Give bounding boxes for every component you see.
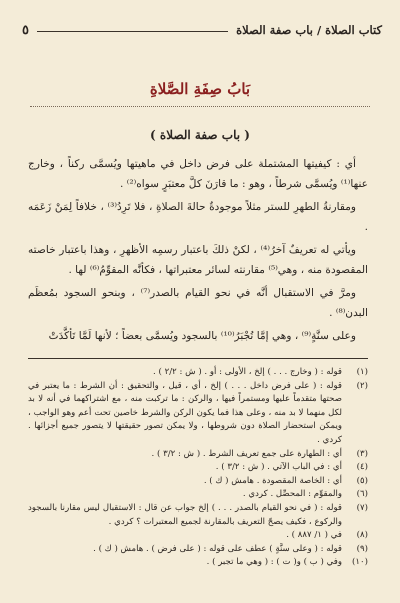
- section-subtitle: ( باب صفة الصلاة ): [150, 128, 250, 142]
- footnote-number: (٢): [356, 380, 368, 391]
- footnote-number: (٨): [356, 530, 368, 541]
- footnote: [28, 461, 368, 475]
- footnote-text: قوله : ( على فرض داخل . . . ) إلخ ، أي ، قيل ، والتحقيق : أن الشرط : ما يعتبر في صحتها متقدماً عليها ومستمراً فيها ، والركن : ما تركبت منه ، مع اشتراكهما في أنه لا بد لكل منهما لا بد منه ، وعلى هذا فما يكون الركن والشرط خاصين تحت أعم وهو الواجب ، ويمكن استحضار الصلاة دون شروطها ، ولا يمكن تصور حقيقتها لا يتصور جميع أجزائها . كردي .: [28, 380, 342, 445]
- footnote: [28, 448, 368, 462]
- footnote: [28, 556, 368, 570]
- footnote-text: قوله : ( وعلى سنَّةٍ ) عطف على قوله : ( على فرض ) . هامش ( ك ) .: [93, 543, 342, 554]
- footnote-number: (٤): [356, 462, 368, 473]
- body-paragraph: ويأتي له تعريفٌ آخرُ⁽⁴⁾ ، لكنْ ذلكَ باعتبار رسمِه الأظهرِ ، وهذا باعتبار خاصته المقصودة منه ، وهي⁽⁵⁾ مقارنته لسائر معتبراتها ، فكأنَّه المقوِّمُ⁽⁶⁾ لها .: [28, 244, 368, 276]
- footnote-number: (٣): [356, 448, 368, 459]
- main-text: [28, 155, 368, 351]
- footnote-text: أي : الطهارة على جمع تعريف الشرط . ( ش : ٣/٢ ) .: [151, 448, 342, 459]
- footnote-text: وفي ( ب ) و( ت ) : ( وهي ما تجبر ) .: [206, 557, 342, 568]
- body-paragraph: ومقارنةُ الطهرِ للستر مثلاً موجودةٌ حالةَ الصلاةِ ، فلا تَرِدُ⁽³⁾ ، خلافاً لِمَنْ زَعَمَه .: [28, 201, 368, 233]
- footnote: [28, 529, 368, 543]
- footnote: [28, 502, 368, 529]
- footnote: [28, 366, 368, 380]
- running-head: [22, 20, 382, 40]
- footnote-text: أي : في الباب الآتي . ( ش : ٣/٢ ) .: [215, 462, 342, 473]
- body-paragraph: وعلى سنَّةٍ⁽⁹⁾ ، وهي إمَّا تُجْبَرُ⁽¹⁰⁾ بالسجود ويُسمَّى بعضاً ؛ لأنها لَمَّا تَأكَّدَتْ: [48, 330, 356, 342]
- footnote-divider: [28, 358, 368, 359]
- footnote-number: (٩): [356, 543, 368, 554]
- footnote-text: قوله : ( في نحو القيام بالصدر . . . ) إلخ جواب عن قال : الاستقبال ليس مقارنا بالسجود والركوع ، فكيف يصحّ التعريف بالمقارنة لجميع المعتبرات ؟ كردي .: [28, 502, 342, 527]
- footnotes: [28, 366, 368, 570]
- chapter-title: بَابُ صِفَةِ الصَّلاةِ: [149, 80, 251, 98]
- title-divider: [30, 106, 370, 107]
- footnote-number: (٦): [356, 489, 368, 500]
- footnote-text: أي : الخاصة المقصودة . هامش ( ك ) .: [203, 475, 342, 486]
- body-paragraph: أي : كيفيتها المشتملة على فرض داخل في ماهيتها ويُسمَّى ركناً ، وخارج عنها⁽¹⁾ ويُسمَّى شرطاً ، وهو : ما قارَنَ كلَّ معتبَرٍ سواه⁽²⁾ .: [28, 158, 368, 190]
- running-head-title: كتاب الصلاة / باب صفة الصلاة: [236, 23, 382, 37]
- footnote-number: (٧): [356, 502, 368, 513]
- footnote: [28, 475, 368, 489]
- footnote-number: (١): [356, 367, 368, 377]
- running-head-rule: [37, 31, 228, 32]
- footnote-number: (٥): [356, 475, 368, 486]
- footnote: [28, 488, 368, 502]
- footnote-text: في ( ١/ ٨٨٧ ) .: [286, 530, 342, 541]
- footnote: [28, 380, 368, 448]
- footnote: [28, 543, 368, 557]
- footnote-text: قوله : ( وخارج . . . ) إلخ ، الأولى : أو . ( ش : ٢/٢ ) .: [153, 367, 342, 377]
- footnote-number: (١٠): [352, 557, 368, 568]
- footnote-text: والمقوِّم : المحصِّل . كردي .: [242, 489, 342, 500]
- page-number: ٥: [22, 22, 29, 38]
- body-paragraph: ومرَّ في الاستقبال أنَّه في نحو القيام بالصدر⁽⁷⁾ ، وبنحو السجود بمُعظَم البدن⁽⁸⁾ .: [28, 287, 368, 319]
